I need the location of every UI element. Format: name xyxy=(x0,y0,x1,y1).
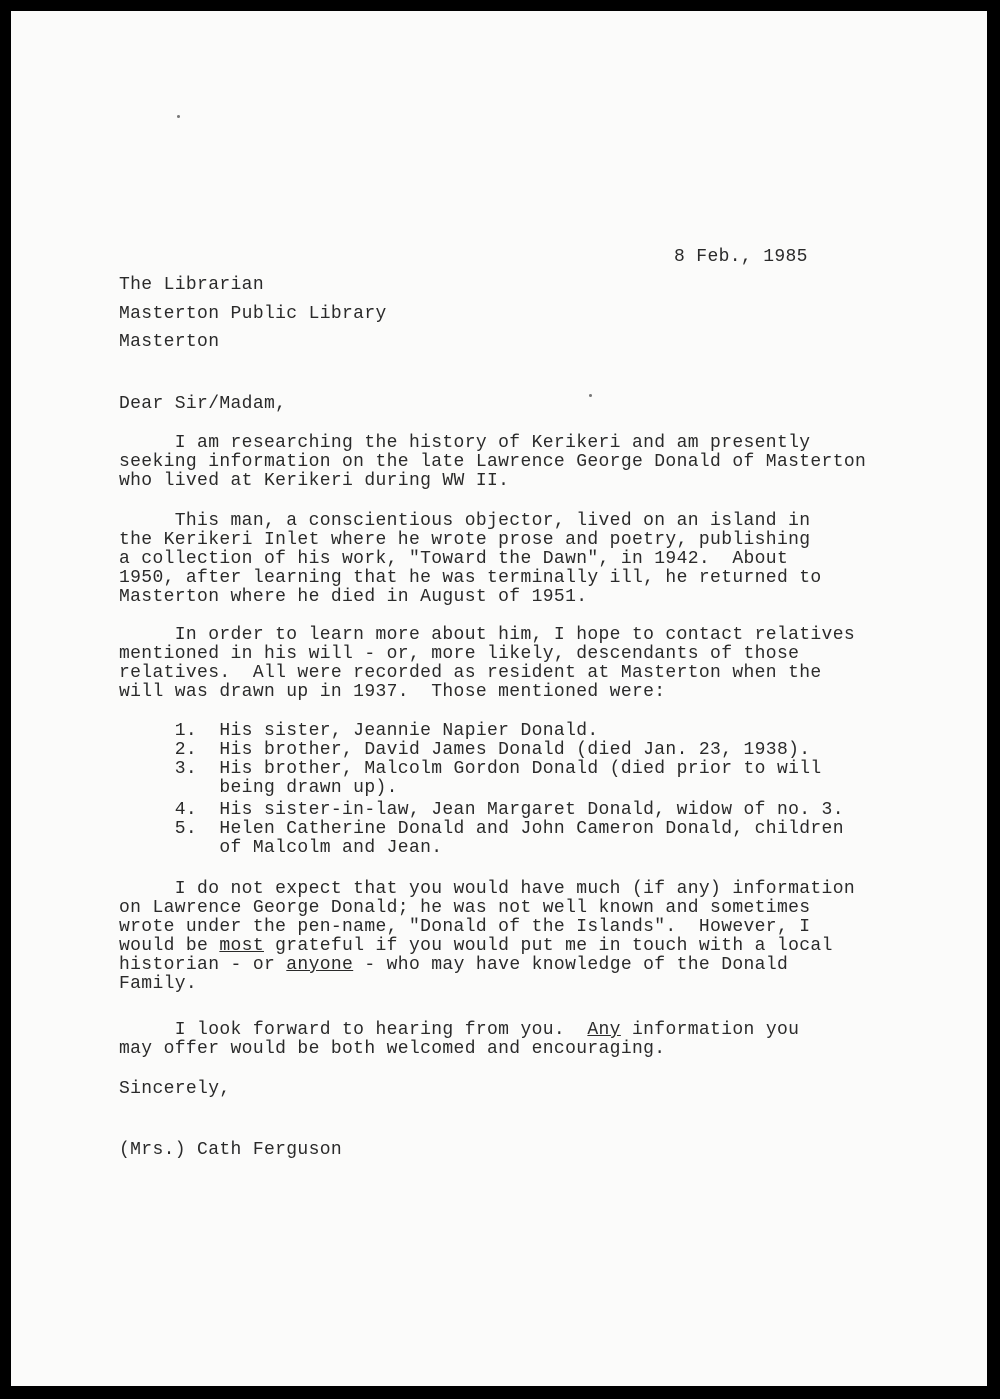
paragraph-5-line: may offer would be both welcomed and encouraging. xyxy=(119,1039,666,1059)
paragraph-4-line xyxy=(119,955,788,975)
list-item-continuation: of Malcolm and Jean. xyxy=(119,838,443,858)
paper-speck xyxy=(589,394,592,397)
paragraph-3-line: relatives. All were recorded as resident at Masterton when the xyxy=(119,663,822,683)
text-segment: I look forward to hearing from you. xyxy=(119,1020,588,1040)
paragraph-4-line xyxy=(119,936,833,956)
recipient-line-2: Masterton Public Library xyxy=(119,304,387,324)
paragraph-1-line: I am researching the history of Kerikeri and am presently xyxy=(119,433,811,453)
underlined-word: Any xyxy=(587,1020,621,1040)
closing: Sincerely, xyxy=(119,1079,231,1099)
paragraph-2-line: Masterton where he died in August of 1951. xyxy=(119,587,588,607)
paragraph-2-line: This man, a conscientious objector, lived on an island in xyxy=(119,511,811,531)
salutation: Dear Sir/Madam, xyxy=(119,394,287,414)
letter-page xyxy=(11,11,987,1386)
paragraph-2-line: 1950, after learning that he was terminally ill, he returned to xyxy=(119,568,822,588)
text-segment: information you xyxy=(620,1020,800,1040)
text-segment: grateful if you would put me in touch with a local xyxy=(263,936,833,956)
signature: (Mrs.) Cath Ferguson xyxy=(119,1140,343,1160)
list-item: 4. His sister-in-law, Jean Margaret Donald, widow of no. 3. xyxy=(119,800,844,820)
list-item: 1. His sister, Jeannie Napier Donald. xyxy=(119,721,599,741)
paragraph-4-line: on Lawrence George Donald; he was not well known and sometimes xyxy=(119,898,811,918)
paragraph-5-line xyxy=(119,1020,799,1040)
paper-speck xyxy=(177,115,180,118)
paragraph-2-line: the Kerikeri Inlet where he wrote prose and poetry, publishing xyxy=(119,530,811,550)
recipient-line-3: Masterton xyxy=(119,332,220,352)
text-segment: historian - or xyxy=(119,955,287,975)
paragraph-4-line: wrote under the pen-name, "Donald of the Islands". However, I xyxy=(119,917,811,937)
list-item: 2. His brother, David James Donald (died Jan. 23, 1938). xyxy=(119,740,811,760)
paragraph-3-line: will was drawn up in 1937. Those mentioned were: xyxy=(119,682,666,702)
letter-date: 8 Feb., 1985 xyxy=(674,247,808,267)
list-item: 5. Helen Catherine Donald and John Cameron Donald, children xyxy=(119,819,844,839)
text-segment: would be xyxy=(119,936,220,956)
recipient-line-1: The Librarian xyxy=(119,275,264,295)
text-segment: - who may have knowledge of the Donald xyxy=(353,955,789,975)
list-item-continuation: being drawn up). xyxy=(119,778,398,798)
paragraph-4-line: Family. xyxy=(119,974,198,994)
list-item: 3. His brother, Malcolm Gordon Donald (died prior to will xyxy=(119,759,822,779)
underlined-word: anyone xyxy=(286,955,354,975)
paragraph-4-line: I do not expect that you would have much (if any) information xyxy=(119,879,856,899)
paragraph-3-line: In order to learn more about him, I hope to contact relatives xyxy=(119,625,856,645)
paragraph-2-line: a collection of his work, "Toward the Dawn", in 1942. About xyxy=(119,549,789,569)
paragraph-1-line: seeking information on the late Lawrence George Donald of Masterton xyxy=(119,452,867,472)
paragraph-1-line: who lived at Kerikeri during WW II. xyxy=(119,471,510,491)
underlined-word: most xyxy=(219,936,264,956)
paragraph-3-line: mentioned in his will - or, more likely, descendants of those xyxy=(119,644,800,664)
